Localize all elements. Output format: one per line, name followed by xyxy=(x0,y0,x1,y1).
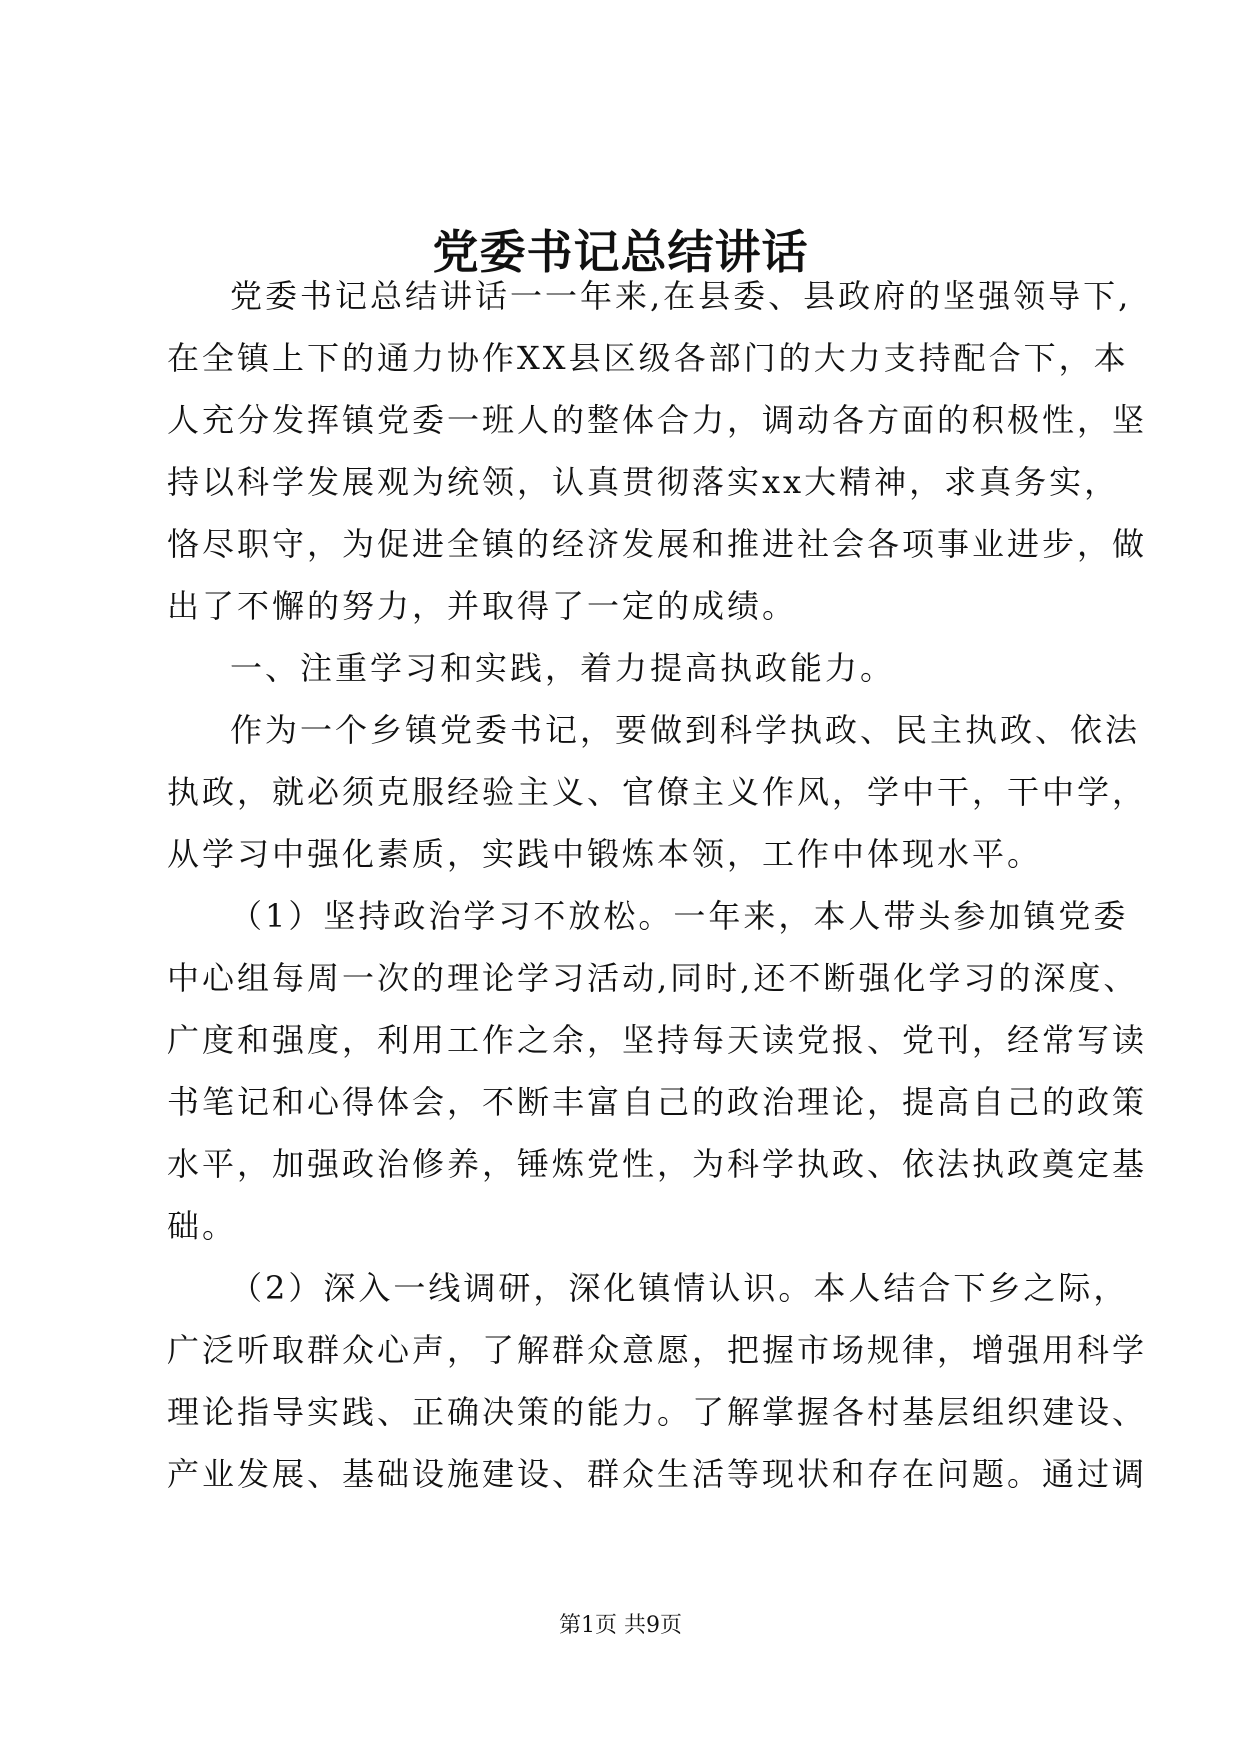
paragraph-line: 中心组每周一次的理论学习活动,同时,还不断强化学习的深度、 xyxy=(167,959,1139,997)
paragraph-line: 作为一个乡镇党委书记，要做到科学执政、民主执政、依法 xyxy=(230,711,1141,749)
paragraph-line: 在全镇上下的通力协作XX县区级各部门的大力支持配合下，本 xyxy=(167,339,1129,377)
paragraph-line: 水平，加强政治修养，锤炼党性，为科学执政、依法执政奠定基 xyxy=(167,1145,1148,1183)
paragraph-line: 广泛听取群众心声，了解群众意愿，把握市场规律，增强用科学 xyxy=(167,1331,1148,1369)
paragraph-line: 执政，就必须克服经验主义、官僚主义作风，学中干，干中学， xyxy=(167,773,1148,811)
paragraph-line: 党委书记总结讲话一一年来,在县委、县政府的坚强领导下, xyxy=(230,277,1132,315)
page-footer: 第1页 共9页 xyxy=(559,1613,682,1638)
paragraph-line: 理论指导实践、正确决策的能力。了解掌握各村基层组织建设、 xyxy=(167,1393,1148,1431)
paragraph-line: （2）深入一线调研，深化镇情认识。本人结合下乡之际， xyxy=(230,1269,1129,1307)
paragraph-line: （1）坚持政治学习不放松。一年来，本人带头参加镇党委 xyxy=(230,897,1129,935)
paragraph-line: 从学习中强化素质，实践中锻炼本领，工作中体现水平。 xyxy=(167,835,1043,873)
paragraph-line: 书笔记和心得体会，不断丰富自己的政治理论，提高自己的政策 xyxy=(167,1083,1148,1121)
paragraph-line: 础。 xyxy=(167,1207,238,1245)
paragraph-line: 人充分发挥镇党委一班人的整体合力，调动各方面的积极性，坚 xyxy=(167,401,1148,439)
paragraph-line: 出了不懈的努力，并取得了一定的成绩。 xyxy=(167,587,798,625)
document-title: 党委书记总结讲话 xyxy=(432,225,809,279)
paragraph-line: 持以科学发展观为统领，认真贯彻落实xx大精神，求真务实， xyxy=(167,463,1120,501)
section-heading: 一、注重学习和实践，着力提高执政能力。 xyxy=(230,649,896,687)
paragraph-line: 产业发展、基础设施建设、群众生活等现状和存在问题。通过调 xyxy=(167,1455,1148,1493)
paragraph-line: 恪尽职守，为促进全镇的经济发展和推进社会各项事业进步，做 xyxy=(167,525,1148,563)
paragraph-line: 广度和强度，利用工作之余，坚持每天读党报、党刊，经常写读 xyxy=(167,1021,1148,1059)
